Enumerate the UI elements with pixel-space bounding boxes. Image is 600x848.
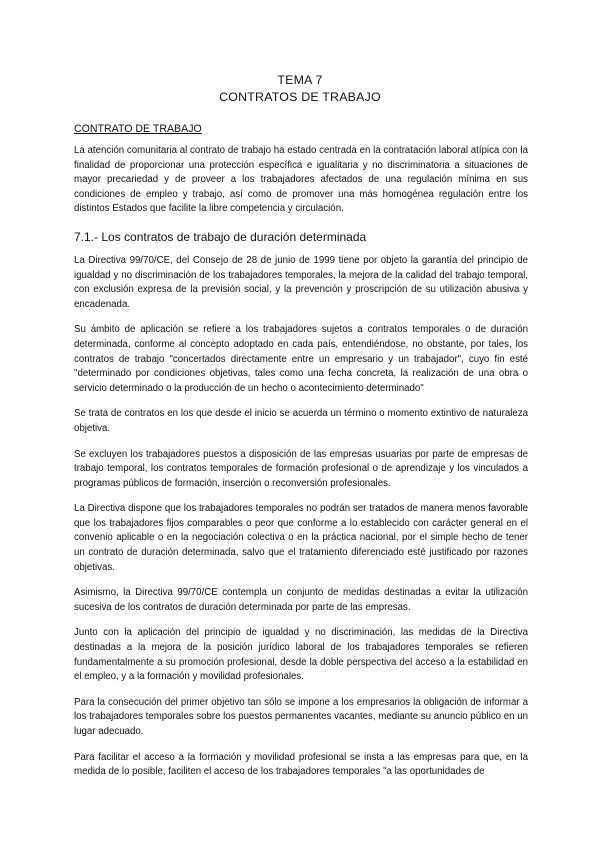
topic-number: TEMA 7 [277,73,323,87]
paragraph: Se trata de contratos en los que desde el inicio se acuerda un término o momento extintivo de naturaleza objetiva. [74,408,528,434]
subsection-heading: 7.1.- Los contratos de trabajo de duración determinada [74,229,367,244]
paragraph: Para facilitar el acceso a la formación y movilidad profesional se insta a las empresas para que, en la medida de lo posible, faciliten el acceso de los trabajadores temporales "a las oportunidades de [74,751,528,778]
paragraph: La Directiva 99/70/CE, del Consejo de 28 de junio de 1999 tiene por objeto la garantía del principio de igualdad y no discriminación de los trabajadores temporales, la mejora de la calidad del trabajo temporal, con exclusión expresa de la previsión social, y la prevención y proscripción de su utilización abusiva y encadenada. [74,254,528,310]
section-heading: CONTRATO DE TRABAJO [74,123,202,135]
paragraph: Su ámbito de aplicación se refiere a los trabajadores sujetos a contratos temporales o de duración determinada, conforme al concepto adoptado en cada país, entendiéndose, no obstante, por tales, los contratos de trabajo "concertados directamente entre un empresario y un trabajador", cuyo fin esté "determinado por condiciones objetivas, tales como una fecha concreta, la realización de una obra o servicio determinado o la producción de un hecho o acontecimiento determinado" [74,324,528,394]
paragraph: Asimismo, la Directiva 99/70/CE contempla un conjunto de medidas destinadas a evitar la utilización sucesiva de los contratos de duración determinada por parte de las empresas. [74,587,528,613]
intro-paragraph: La atención comunitaria al contrato de trabajo ha estado centrada en la contratación laboral atípica con la finalidad de proporcionar una protección específica e igualitaria y no discriminatoria a situaciones de mayor precariedad y de proveer a los trabajadores afectados de una regulación mínima en sus condiciones de empleo y trabajo, así como de promover una más homogénea regulación entre los distintos Estados que facilite la libre competencia y circulación. [74,145,528,215]
paragraph: Junto con la aplicación del principio de igualdad y no discriminación, las medidas de la Directiva destinadas a la mejora de la posición jurídico laboral de los trabajadores temporales se refieren fundamentalmente a su promoción profesional, desde la doble perspectiva del acceso a la estabilidad en el empleo, y a la formación y movilidad profesionales. [74,627,528,683]
paragraph: Para la consecución del primer objetivo tan sólo se impone a los empresarios la obligación de informar a los trabajadores temporales sobre los puestos permanentes vacantes, mediante su anuncio público en un lugar adecuado. [74,696,528,737]
document-body [74,122,528,791]
title-block [0,72,600,106]
topic-title: CONTRATOS DE TRABAJO [219,90,381,104]
paragraph: La Directiva dispone que los trabajadores temporales no podrán ser tratados de manera menos favorable que los trabajadores fijos comparables o peor que conforme a lo establecido con carácter general en el convenio aplicable o en la negociación colectiva o en la práctica nacional, por el simple hecho de tener un contrato de duración determinada, salvo que el tratamiento diferenciado esté justificado por razones objetivas. [74,503,528,573]
paragraph: Se excluyen los trabajadores puestos a disposición de las empresas usuarias por parte de empresas de trabajo temporal, los contratos temporales de formación profesional o de aprendizaje y los vinculados a programas públicos de formación, inserción o reconversión profesionales. [74,448,528,489]
